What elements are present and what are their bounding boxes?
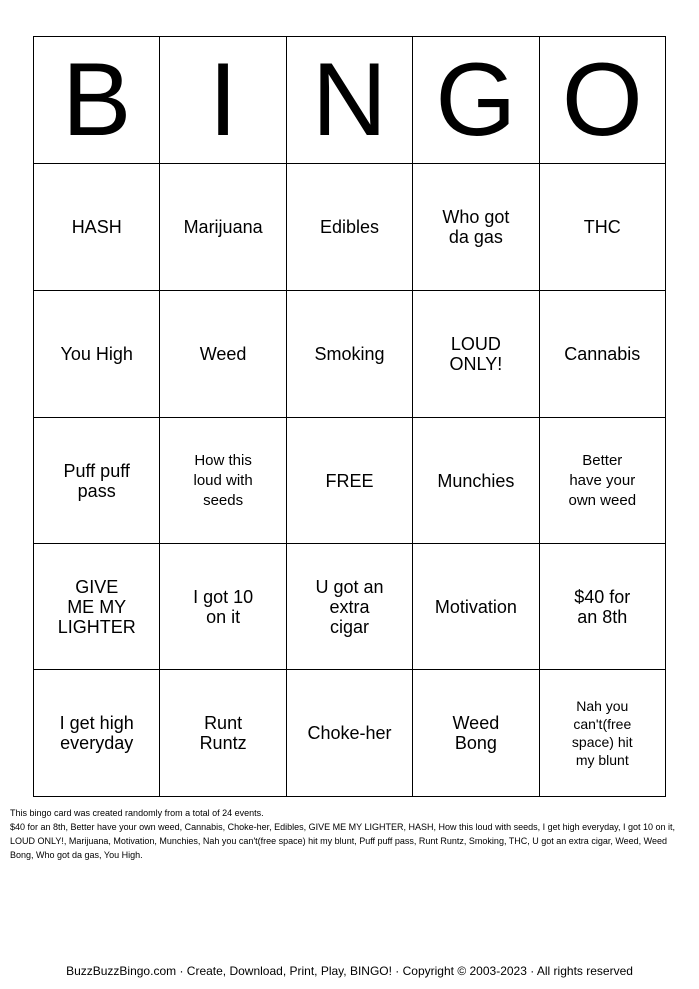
- cell-text: Marijuana: [183, 217, 263, 237]
- cell-text: Choke-her: [307, 723, 392, 743]
- cell-text: I get high everyday: [59, 713, 134, 753]
- bingo-cell: [413, 670, 539, 797]
- bingo-cell: [34, 418, 160, 544]
- footer: BuzzBuzzBingo.com · Create, Download, Print, Play, BINGO! · Copyright © 2003-2023 · All rights reserved: [66, 964, 633, 978]
- bingo-row: [34, 291, 666, 418]
- bingo-card: [33, 36, 666, 797]
- cell-text: Nah you can't(free space) hit my blunt: [571, 698, 633, 768]
- bingo-cell: [34, 544, 160, 670]
- cell-text: HASH: [71, 217, 122, 237]
- cell-text: Puff puff pass: [63, 460, 130, 501]
- cell-text: $40 for an 8th: [574, 586, 631, 627]
- cell-text: How this loud with seeds: [193, 451, 253, 509]
- bingo-cell: [160, 418, 286, 544]
- bingo-cell: [539, 291, 665, 418]
- bingo-cell: [34, 670, 160, 797]
- header-letter-g: G: [413, 37, 539, 164]
- cell-text: GIVE ME MY LIGHTER: [57, 576, 136, 637]
- bingo-cell: [413, 164, 539, 291]
- bingo-cell: [286, 544, 412, 670]
- bingo-cell: [539, 670, 665, 797]
- bingo-cell: [539, 544, 665, 670]
- bingo-row: [34, 544, 666, 670]
- cell-text: U got an extra cigar: [315, 576, 384, 637]
- cell-text: Better have your own weed: [568, 451, 637, 509]
- bingo-row: [34, 670, 666, 797]
- bingo-row: [34, 418, 666, 544]
- cell-text: Motivation: [434, 596, 517, 617]
- header-letter-b: B: [34, 37, 160, 164]
- cell-text: THC: [583, 217, 621, 237]
- bingo-cell: [160, 544, 286, 670]
- free-space-text: FREE: [325, 470, 374, 491]
- bingo-cell: [286, 670, 412, 797]
- cell-text: Cannabis: [564, 344, 641, 364]
- bingo-cell: [160, 291, 286, 418]
- bingo-cell: [413, 291, 539, 418]
- cell-text: I got 10 on it: [193, 586, 254, 627]
- header-row: [34, 37, 666, 164]
- cell-text: Runt Runtz: [199, 713, 247, 753]
- bingo-cell: [413, 544, 539, 670]
- cell-text: Munchies: [437, 470, 515, 491]
- bingo-cell: [160, 164, 286, 291]
- cell-text: Weed: [199, 344, 247, 364]
- cell-text: Weed Bong: [452, 713, 500, 753]
- card-info: [10, 806, 690, 862]
- cell-text: Who got da gas: [442, 207, 510, 247]
- bingo-cell: [34, 291, 160, 418]
- cell-text: LOUD ONLY!: [449, 334, 503, 374]
- free-space-cell: [286, 418, 412, 544]
- header-letter-n: N: [286, 37, 412, 164]
- bingo-cell: [286, 164, 412, 291]
- bingo-cell: [286, 291, 412, 418]
- bingo-row: [34, 164, 666, 291]
- bingo-cell: [160, 670, 286, 797]
- header-letter-o: O: [539, 37, 665, 164]
- cell-text: Edibles: [319, 217, 379, 237]
- bingo-cell: [413, 418, 539, 544]
- card-info-event-list: $40 for an 8th, Better have your own weed, Cannabis, Choke-her, Edibles, GIVE ME MY LIGHTER, HASH, How this loud with seeds, I get high everyday, I got 10 on it, LOUD ONLY!, Marijuana, Motivation, Munchies, Nah you can't(free space) hit my blunt, Puff puff pass, Runt Runtz, Smoking, THC, U got an extra cigar, Weed, Weed Bong, Who got da gas, You High.: [10, 822, 676, 860]
- header-letter-i: I: [160, 37, 286, 164]
- bingo-cell: [539, 164, 665, 291]
- bingo-cell: [539, 418, 665, 544]
- cell-text: Smoking: [314, 344, 385, 364]
- bingo-cell: [34, 164, 160, 291]
- cell-text: You High: [60, 344, 133, 364]
- card-info-summary: This bingo card was created randomly from a total of 24 events.: [10, 808, 264, 818]
